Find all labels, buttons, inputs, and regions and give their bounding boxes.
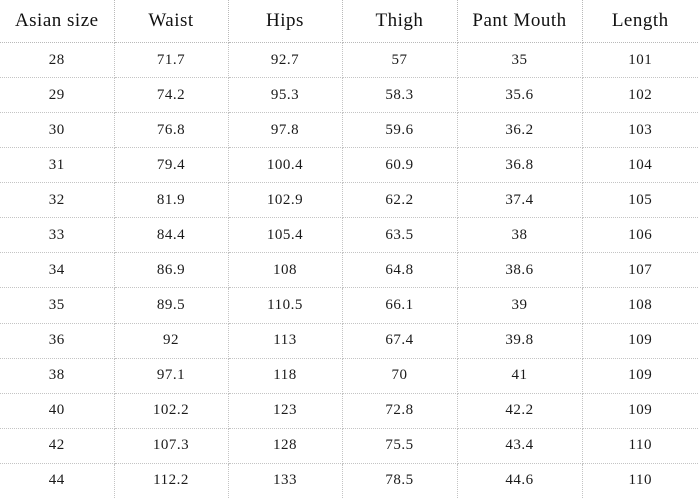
cell-size: 35 [0, 288, 114, 323]
cell-size: 33 [0, 218, 114, 253]
cell-length: 109 [582, 393, 698, 428]
cell-waist: 112.2 [114, 463, 228, 498]
cell-thigh: 64.8 [342, 253, 457, 288]
cell-waist: 107.3 [114, 428, 228, 463]
table-header-row [0, 0, 698, 43]
cell-size: 42 [0, 428, 114, 463]
cell-hips: 118 [228, 358, 342, 393]
cell-pant-mouth: 42.2 [457, 393, 582, 428]
cell-size: 31 [0, 148, 114, 183]
cell-waist: 102.2 [114, 393, 228, 428]
cell-length: 108 [582, 288, 698, 323]
cell-thigh: 67.4 [342, 323, 457, 358]
cell-size: 40 [0, 393, 114, 428]
table-row [0, 358, 698, 393]
cell-waist: 79.4 [114, 148, 228, 183]
cell-pant-mouth: 35.6 [457, 78, 582, 113]
table-row [0, 113, 698, 148]
cell-hips: 113 [228, 323, 342, 358]
cell-size: 29 [0, 78, 114, 113]
cell-thigh: 75.5 [342, 428, 457, 463]
cell-pant-mouth: 37.4 [457, 183, 582, 218]
cell-thigh: 63.5 [342, 218, 457, 253]
cell-thigh: 66.1 [342, 288, 457, 323]
cell-pant-mouth: 39 [457, 288, 582, 323]
cell-hips: 108 [228, 253, 342, 288]
table-row [0, 78, 698, 113]
table-header [0, 0, 698, 43]
cell-waist: 71.7 [114, 43, 228, 78]
cell-waist: 89.5 [114, 288, 228, 323]
table-row [0, 218, 698, 253]
cell-waist: 84.4 [114, 218, 228, 253]
table-body [0, 43, 698, 498]
table-row [0, 253, 698, 288]
cell-length: 101 [582, 43, 698, 78]
cell-length: 103 [582, 113, 698, 148]
cell-waist: 86.9 [114, 253, 228, 288]
cell-hips: 110.5 [228, 288, 342, 323]
table-row [0, 463, 698, 498]
cell-size: 44 [0, 463, 114, 498]
cell-waist: 74.2 [114, 78, 228, 113]
column-header-waist: Waist [114, 0, 228, 43]
cell-pant-mouth: 36.8 [457, 148, 582, 183]
cell-size: 38 [0, 358, 114, 393]
cell-length: 105 [582, 183, 698, 218]
cell-pant-mouth: 38 [457, 218, 582, 253]
cell-size: 36 [0, 323, 114, 358]
cell-thigh: 72.8 [342, 393, 457, 428]
cell-pant-mouth: 43.4 [457, 428, 582, 463]
cell-size: 30 [0, 113, 114, 148]
cell-hips: 95.3 [228, 78, 342, 113]
cell-waist: 97.1 [114, 358, 228, 393]
table-row [0, 323, 698, 358]
cell-hips: 92.7 [228, 43, 342, 78]
cell-length: 109 [582, 323, 698, 358]
cell-thigh: 57 [342, 43, 457, 78]
cell-waist: 81.9 [114, 183, 228, 218]
table-row [0, 428, 698, 463]
table-row [0, 393, 698, 428]
column-header-hips: Hips [228, 0, 342, 43]
cell-length: 104 [582, 148, 698, 183]
cell-waist: 92 [114, 323, 228, 358]
cell-size: 32 [0, 183, 114, 218]
cell-hips: 133 [228, 463, 342, 498]
cell-pant-mouth: 44.6 [457, 463, 582, 498]
cell-size: 34 [0, 253, 114, 288]
column-header-length: Length [582, 0, 698, 43]
cell-thigh: 60.9 [342, 148, 457, 183]
cell-pant-mouth: 36.2 [457, 113, 582, 148]
cell-length: 106 [582, 218, 698, 253]
cell-size: 28 [0, 43, 114, 78]
cell-thigh: 59.6 [342, 113, 457, 148]
cell-hips: 105.4 [228, 218, 342, 253]
table-row [0, 148, 698, 183]
cell-hips: 97.8 [228, 113, 342, 148]
column-header-thigh: Thigh [342, 0, 457, 43]
cell-hips: 123 [228, 393, 342, 428]
cell-length: 102 [582, 78, 698, 113]
cell-pant-mouth: 41 [457, 358, 582, 393]
cell-length: 110 [582, 428, 698, 463]
table-row [0, 43, 698, 78]
cell-thigh: 70 [342, 358, 457, 393]
cell-length: 109 [582, 358, 698, 393]
table-row [0, 183, 698, 218]
cell-thigh: 58.3 [342, 78, 457, 113]
cell-hips: 102.9 [228, 183, 342, 218]
cell-thigh: 78.5 [342, 463, 457, 498]
cell-length: 107 [582, 253, 698, 288]
cell-thigh: 62.2 [342, 183, 457, 218]
cell-pant-mouth: 38.6 [457, 253, 582, 288]
cell-hips: 100.4 [228, 148, 342, 183]
column-header-asian-size: Asian size [0, 0, 114, 43]
cell-pant-mouth: 39.8 [457, 323, 582, 358]
cell-length: 110 [582, 463, 698, 498]
table-row [0, 288, 698, 323]
cell-hips: 128 [228, 428, 342, 463]
column-header-pant-mouth: Pant Mouth [457, 0, 582, 43]
cell-waist: 76.8 [114, 113, 228, 148]
cell-pant-mouth: 35 [457, 43, 582, 78]
